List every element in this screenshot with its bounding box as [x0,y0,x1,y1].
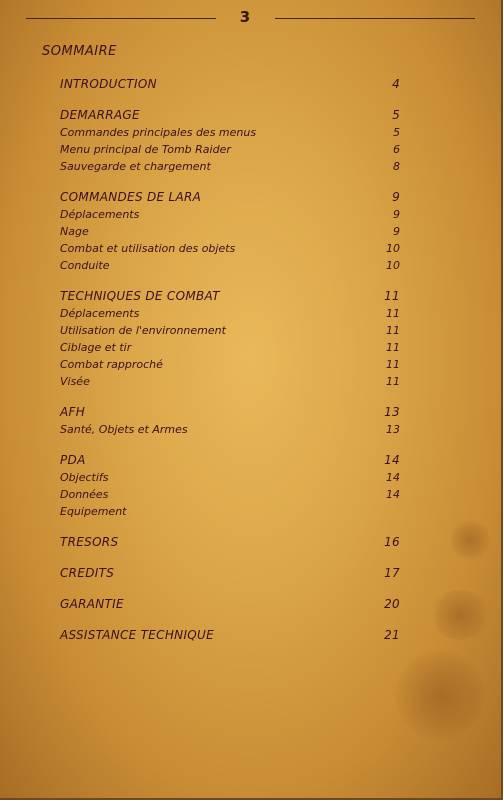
section-title: COMMANDES DE LARA [60,190,202,204]
toc-section [60,404,400,438]
toc-section [60,596,400,613]
entry-label: Ciblage et tir [60,341,132,354]
toc-section [60,534,400,551]
entry-label: Déplacements [60,307,140,320]
entry-page-number: 11 [386,375,400,388]
section-page-number: 11 [384,289,400,303]
entry-label: Déplacements [60,208,140,221]
toc-entry [60,486,400,503]
table-of-contents [60,76,400,658]
entry-page-number: 14 [386,488,400,501]
section-page-number: 16 [384,535,400,549]
section-title: AFH [60,405,86,419]
header-rule-left [26,18,216,19]
section-title: INTRODUCTION [60,77,157,91]
toc-entry [60,305,400,322]
entry-page-number: 8 [393,160,400,173]
toc-section-heading [60,76,400,93]
entry-page-number: 9 [393,225,400,238]
entry-page-number: 6 [393,143,400,156]
toc-entry [60,373,400,390]
toc-section-heading [60,189,400,206]
toc-entry [60,469,400,486]
toc-section-heading [60,565,400,582]
toc-section-heading [60,452,400,469]
section-page-number: 21 [384,628,400,642]
section-title: TECHNIQUES DE COMBAT [60,289,220,303]
toc-entry [60,356,400,373]
toc-section-heading [60,288,400,305]
entry-label: Nage [60,225,89,238]
toc-section-heading [60,534,400,551]
section-page-number: 5 [392,108,400,122]
toc-section-heading [60,404,400,421]
toc-title: SOMMAIRE [42,44,117,59]
coffee-stain [395,650,485,740]
toc-section-heading [60,596,400,613]
entry-label: Equipement [60,505,127,518]
toc-section [60,76,400,93]
toc-section-heading [60,107,400,124]
entry-page-number: 10 [386,242,400,255]
entry-page-number: 11 [386,358,400,371]
page-number: 3 [239,8,251,26]
header-rule-right [275,18,475,19]
entry-label: Combat et utilisation des objets [60,242,236,255]
entry-page-number: 10 [386,259,400,272]
toc-entry [60,240,400,257]
section-page-number: 17 [384,566,400,580]
toc-section-heading [60,627,400,644]
section-page-number: 20 [384,597,400,611]
entry-page-number: 11 [386,307,400,320]
section-title: GARANTIE [60,597,124,611]
toc-entry [60,339,400,356]
toc-entry [60,223,400,240]
toc-entry [60,206,400,223]
section-page-number: 13 [384,405,400,419]
section-title: ASSISTANCE TECHNIQUE [60,628,215,642]
entry-label: Menu principal de Tomb Raider [60,143,231,156]
entry-page-number: 11 [386,341,400,354]
coffee-stain [450,520,490,560]
toc-section [60,107,400,175]
section-page-number: 4 [392,77,400,91]
section-page-number: 14 [384,453,400,467]
toc-entry [60,158,400,175]
toc-entry [60,257,400,274]
entry-page-number: 13 [386,423,400,436]
toc-entry [60,503,400,520]
toc-entry [60,124,400,141]
entry-label: Conduite [60,259,110,272]
entry-label: Utilisation de l'environnement [60,324,226,337]
toc-entry [60,322,400,339]
entry-page-number: 11 [386,324,400,337]
toc-entry [60,141,400,158]
entry-label: Commandes principales des menus [60,126,257,139]
section-title: PDA [60,453,86,467]
toc-section [60,627,400,644]
toc-section [60,288,400,390]
entry-label: Visée [60,375,90,388]
entry-label: Sauvegarde et chargement [60,160,211,173]
toc-section [60,565,400,582]
section-title: DEMARRAGE [60,108,140,122]
entry-label: Combat rapproché [60,358,163,371]
entry-label: Objectifs [60,471,109,484]
toc-entry [60,421,400,438]
entry-label: Données [60,488,109,501]
entry-page-number: 9 [393,208,400,221]
entry-page-number: 14 [386,471,400,484]
entry-page-number: 5 [393,126,400,139]
entry-label: Santé, Objets et Armes [60,423,188,436]
toc-section [60,189,400,274]
coffee-stain [430,590,490,640]
section-page-number: 9 [392,190,400,204]
section-title: TRESORS [60,535,119,549]
section-title: CREDITS [60,566,115,580]
toc-section [60,452,400,520]
